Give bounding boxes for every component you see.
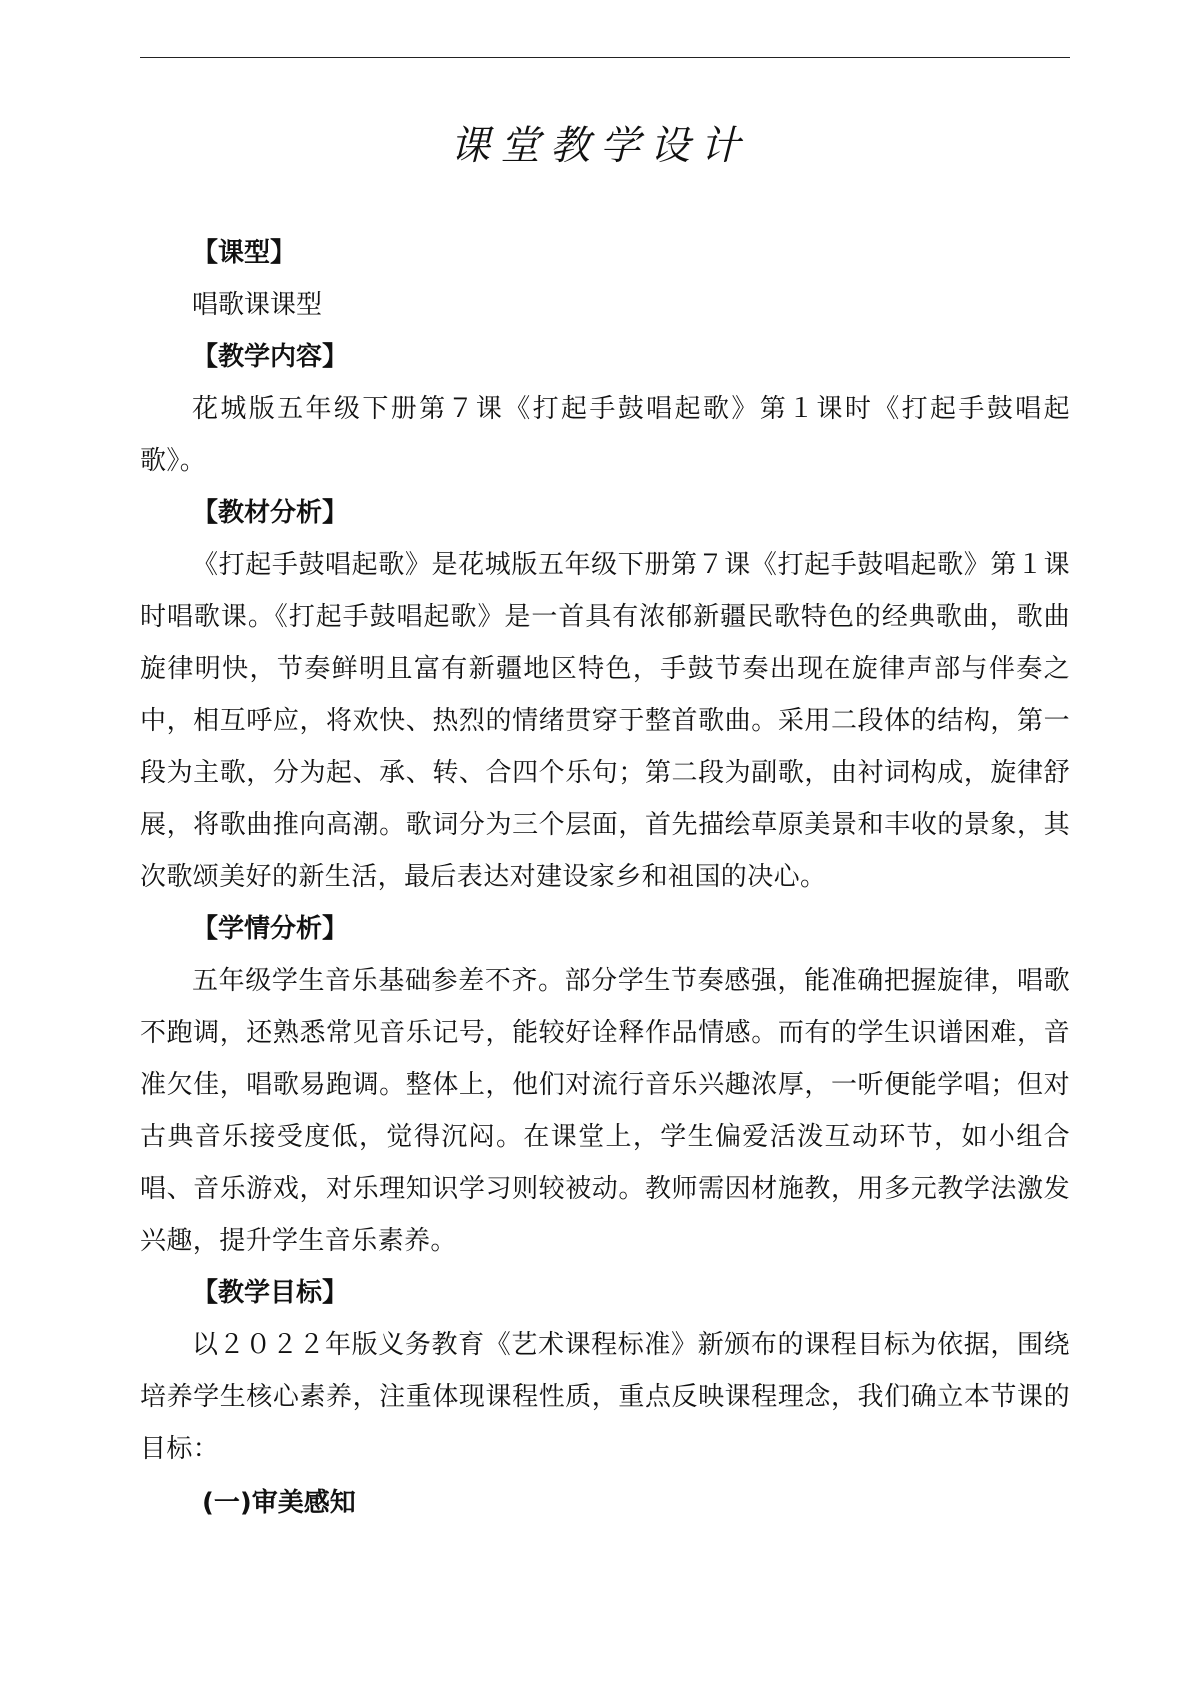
section-heading-student-analysis: 【学情分析】: [192, 914, 349, 944]
section-text-lesson-type: 唱歌课课型: [192, 290, 323, 320]
section-text-teaching-objectives: 以２０２２年版义务教育《艺术课程标准》新颁布的课程目标为依据，围绕培养学生核心素养，注重体现课程性质，重点反映课程理念，我们确立本节课的目标：: [140, 1330, 1070, 1464]
section-text-student-analysis: 五年级学生音乐基础参差不齐。部分学生节奏感强，能准确把握旋律，唱歌不跑调，还熟悉常见音乐记号，能较好诠释作品情感。而有的学生识谱困难，音准欠佳，唱歌易跑调。整体上，他们对流行音乐兴趣浓厚，一听便能学唱；但对古典音乐接受度低，觉得沉闷。在课堂上，学生偏爱活泼互动环节，如小组合唱、音乐游戏，对乐理知识学习则较被动。教师需因材施教，用多元教学法激发兴趣，提升学生音乐素养。: [140, 966, 1070, 1256]
document-title: 课堂教学设计: [450, 123, 750, 169]
section-heading-lesson-type: 【课型】: [192, 238, 297, 268]
section-heading-teaching-content: 【教学内容】: [192, 342, 349, 372]
section-heading-textbook-analysis: 【教材分析】: [192, 498, 349, 528]
section-text-textbook-analysis: 《打起手鼓唱起歌》是花城版五年级下册第７课《打起手鼓唱起歌》第１课时唱歌课。《打起手鼓唱起歌》是一首具有浓郁新疆民歌特色的经典歌曲，歌曲旋律明快，节奏鲜明且富有新疆地区特色，手鼓节奏出现在旋律声部与伴奏之中，相互呼应，将欢快、热烈的情绪贯穿于整首歌曲。采用二段体的结构，第一段为主歌，分为起、承、转、合四个乐句；第二段为副歌，由衬词构成，旋律舒展，将歌曲推向高潮。歌词分为三个层面，首先描绘草原美景和丰收的景象，其次歌颂美好的新生活，最后表达对建设家乡和祖国的决心。: [140, 550, 1070, 892]
section-heading-teaching-objectives: 【教学目标】: [192, 1278, 349, 1308]
section-text-teaching-content: 花城版五年级下册第７课《打起手鼓唱起歌》第１课时《打起手鼓唱起歌》。: [140, 394, 1070, 476]
header-rule: [140, 57, 1070, 58]
subheading-aesthetic-perception: (一)审美感知: [202, 1488, 356, 1518]
document-body: [140, 227, 1070, 1529]
